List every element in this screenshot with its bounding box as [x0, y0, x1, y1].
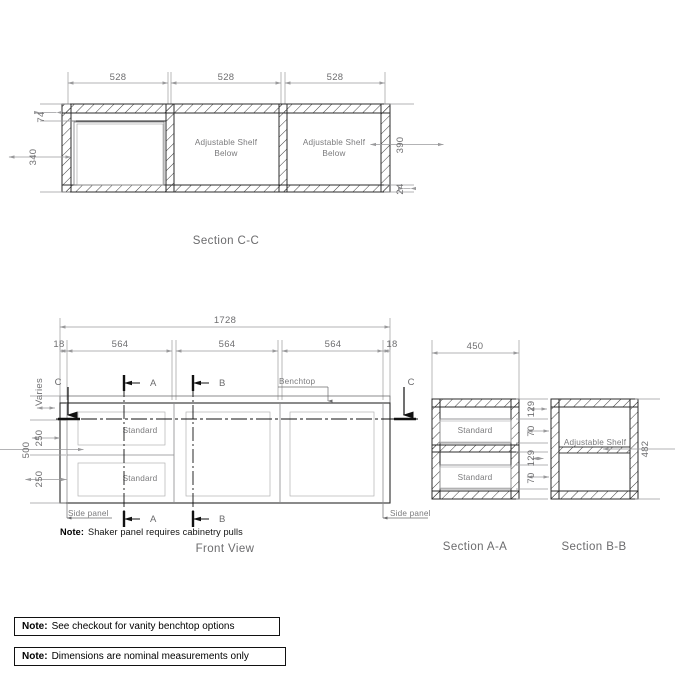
- front-dim-500: 500: [21, 441, 32, 459]
- note-box-nominal-dimensions: [14, 647, 286, 666]
- front-dim-18-right: 18: [386, 339, 398, 350]
- section-cc-dim-528-1: 528: [109, 72, 127, 83]
- front-view-note: [60, 527, 243, 537]
- front-view-note-prefix: Note:: [60, 527, 84, 537]
- door-panel-left: [186, 412, 270, 496]
- section-cc-dim-24: 24: [395, 183, 406, 195]
- section-marker-a-top: [124, 375, 140, 391]
- front-dim-varies: Varies: [34, 377, 45, 407]
- section-aa-carcass: [432, 399, 519, 499]
- section-cc-dim-74: 74: [36, 111, 47, 123]
- section-aa-drawer-label-2: Standard: [457, 473, 493, 482]
- section-cc-title: Section C-C: [192, 235, 260, 247]
- front-view-note-text: Shaker panel requires cabinetry pulls: [87, 527, 243, 537]
- section-aa-dim-70-1: 70: [526, 425, 537, 437]
- section-marker-label-c-right: C: [407, 377, 415, 388]
- section-aa-drawer-label-1: Standard: [457, 426, 493, 435]
- benchtop-label: Benchtop: [279, 377, 316, 386]
- section-cc-dim-528-3: 528: [326, 72, 344, 83]
- section-aa-dim-129-1: 129: [526, 400, 537, 418]
- section-bb-dim-482: 482: [640, 440, 651, 458]
- section-bb-right-dimension: [603, 399, 675, 499]
- section-marker-label-a-bottom: A: [150, 514, 157, 525]
- front-drawer-label-2: Standard: [122, 474, 158, 483]
- door-panel-right: [290, 412, 374, 496]
- section-marker-a-bottom: [124, 511, 140, 527]
- side-panel-left-label: Side panel: [68, 509, 109, 518]
- section-bb-title: Section B-B: [561, 541, 627, 553]
- section-marker-b-bottom: [193, 511, 209, 527]
- section-marker-label-b-top: B: [219, 378, 226, 389]
- front-dim-250-2: 250: [34, 470, 45, 488]
- front-dim-1728: 1728: [213, 315, 237, 326]
- section-cc-shelf-label-2-line1: Adjustable Shelf: [302, 138, 366, 147]
- section-cc-dim-340: 340: [28, 148, 39, 166]
- view-front: [0, 315, 431, 555]
- benchtop-leader: [278, 387, 328, 401]
- note-box-benchtop-options: [14, 617, 280, 636]
- side-panel-right-label: Side panel: [390, 509, 431, 518]
- section-marker-c-right: [394, 387, 416, 419]
- front-view-title: Front View: [195, 543, 255, 555]
- note-box-1-text: See checkout for vanity benchtop options: [51, 621, 235, 632]
- view-section-aa: [432, 340, 549, 553]
- section-aa-dim-129-2: 129: [526, 449, 537, 467]
- section-cc-shelf-label-1-line1: Adjustable Shelf: [194, 138, 258, 147]
- section-bb-shelf-label: Adjustable Shelf: [563, 438, 627, 447]
- adjustable-shelf: [559, 447, 630, 453]
- section-cc-dim-528-2: 528: [217, 72, 235, 83]
- section-cc-shelf-label-1-line2: Below: [214, 149, 238, 158]
- section-marker-b-top: [193, 375, 209, 391]
- section-aa-title: Section A-A: [442, 541, 508, 553]
- note-box-2-prefix: Note:: [22, 651, 48, 662]
- front-cabinet-body: [60, 396, 390, 503]
- front-dim-250-1: 250: [34, 429, 45, 447]
- section-marker-label-c-left: C: [54, 377, 62, 388]
- front-dim-564-2: 564: [218, 339, 236, 350]
- front-dim-564-1: 564: [111, 339, 129, 350]
- section-cc-dim-390: 390: [395, 136, 406, 154]
- note-box-2-text: Dimensions are nominal measurements only: [51, 651, 249, 662]
- front-dim-564-3: 564: [324, 339, 342, 350]
- section-marker-label-a-top: A: [150, 378, 157, 389]
- section-cc-carcass: [62, 104, 390, 192]
- front-dim-18-left: 18: [53, 339, 65, 350]
- view-section-bb: [551, 399, 675, 553]
- section-aa-dim-450: 450: [466, 341, 484, 352]
- section-marker-label-b-bottom: B: [219, 514, 226, 525]
- section-cc-shelf-label-2-line2: Below: [322, 149, 346, 158]
- section-aa-dim-70-2: 70: [526, 472, 537, 484]
- view-section-cc: [9, 72, 444, 247]
- note-box-1-prefix: Note:: [22, 621, 48, 632]
- front-drawer-label-1: Standard: [122, 426, 158, 435]
